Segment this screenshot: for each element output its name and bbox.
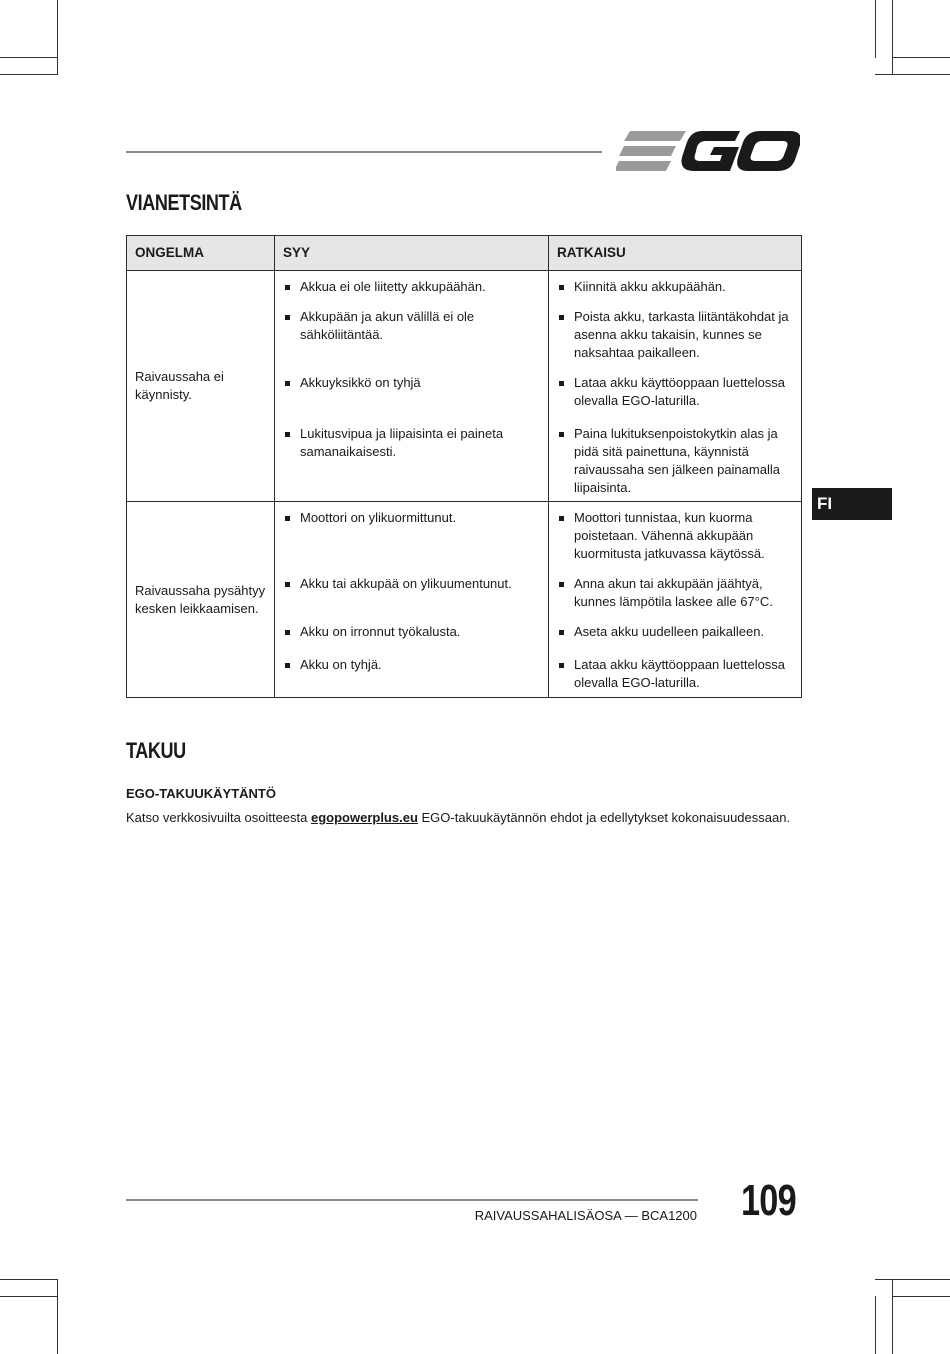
solution-item: Kiinnitä akku akkupäähän.: [549, 278, 801, 308]
solution-cell: [549, 502, 802, 698]
header-solution: RATKAISU: [549, 236, 802, 271]
crop-mark: [0, 57, 58, 58]
solution-item: Poista akku, tarkasta liitäntäkohdat ja asenna akku takaisin, kunnes se naksahtaa paikalleen.: [549, 308, 801, 374]
table-header-row: [127, 236, 802, 271]
solution-item: Moottori tunnistaa, kun kuorma poistetaan. Vähennä akkupään kuormitusta jatkuvassa käytössä.: [549, 509, 801, 575]
warranty-text-before: Katso verkkosivuilta osoitteesta: [126, 810, 311, 825]
cause-item: Moottori on ylikuormittunut.: [275, 509, 548, 575]
problem-cell: Raivaussaha pysähtyy kesken leikkaamisen.: [127, 502, 275, 698]
solution-item: Lataa akku käyttöoppaan luettelossa olevalla EGO-laturilla.: [549, 656, 801, 692]
problem-cell: Raivaussaha ei käynnisty.: [127, 271, 275, 502]
solution-cell: [549, 271, 802, 502]
warranty-link[interactable]: egopowerplus.eu: [310, 810, 418, 825]
warranty-paragraph: [126, 810, 826, 825]
crop-mark: [875, 74, 950, 75]
cause-cell: [275, 271, 549, 502]
crop-mark: [892, 0, 893, 75]
crop-mark: [892, 1279, 893, 1354]
header-rule: [126, 151, 602, 153]
cause-item: Akku on tyhjä.: [275, 656, 548, 674]
footer-rule: [126, 1199, 698, 1201]
solution-item: Paina lukituksenpoistokytkin alas ja pidä sitä painettuna, käynnistä raivaussaha sen jälkeen painamalla liipaisinta.: [549, 425, 801, 497]
table-row: [127, 271, 802, 502]
warranty-subtitle: EGO-TAKUUKÄYTÄNTÖ: [126, 786, 276, 801]
solution-item: Lataa akku käyttöoppaan luettelossa olevalla EGO-laturilla.: [549, 374, 801, 425]
crop-mark: [875, 0, 876, 58]
crop-mark: [0, 1279, 58, 1280]
cause-item: Akkupään ja akun välillä ei ole sähköliitäntää.: [275, 308, 548, 374]
page-number: 109: [741, 1176, 796, 1225]
header-problem: ONGELMA: [127, 236, 275, 271]
crop-mark: [892, 57, 950, 58]
crop-mark: [875, 1296, 876, 1354]
table-row: [127, 502, 802, 698]
cause-item: Akkuyksikkö on tyhjä: [275, 374, 548, 425]
solution-item: Aseta akku uudelleen paikalleen.: [549, 623, 801, 656]
crop-mark: [892, 1296, 950, 1297]
ego-logo: [616, 127, 800, 175]
language-tab: FI: [812, 488, 892, 520]
cause-item: Akku on irronnut työkalusta.: [275, 623, 548, 656]
crop-mark: [57, 0, 58, 75]
warranty-title: TAKUU: [126, 738, 186, 763]
cause-item: Akkua ei ole liitetty akkupäähän.: [275, 278, 548, 308]
crop-mark: [0, 1296, 58, 1297]
cause-item: Lukitusvipua ja liipaisinta ei paineta samanaikaisesti.: [275, 425, 548, 461]
cause-cell: [275, 502, 549, 698]
crop-mark: [875, 1279, 950, 1280]
footer-product: RAIVAUSSAHALISÄOSA — BCA1200: [474, 1208, 697, 1223]
crop-mark: [0, 74, 58, 75]
troubleshooting-table: [126, 235, 802, 698]
troubleshooting-title: VIANETSINTÄ: [126, 190, 242, 215]
warranty-text-after: EGO-takuukäytännön ehdot ja edellytykset kokonaisuudessaan.: [417, 810, 791, 825]
cause-item: Akku tai akkupää on ylikuumentunut.: [275, 575, 548, 623]
header-cause: SYY: [275, 236, 549, 271]
solution-item: Anna akun tai akkupään jäähtyä, kunnes lämpötila laskee alle 67°C.: [549, 575, 801, 623]
crop-mark: [57, 1279, 58, 1354]
